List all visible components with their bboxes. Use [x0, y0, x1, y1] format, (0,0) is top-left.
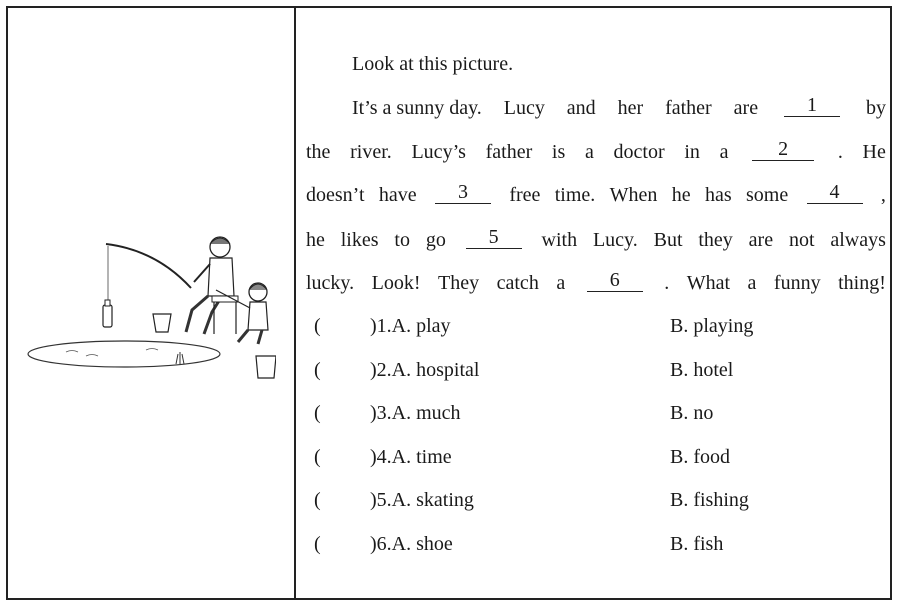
- worksheet-frame: [6, 6, 892, 600]
- passage-line-3: doesn’t have 3 free time. When he has some 4 ,: [306, 181, 886, 206]
- question-row: [306, 356, 886, 384]
- blank-2[interactable]: 2: [752, 138, 814, 161]
- question-row: [306, 399, 886, 427]
- answer-paren[interactable]: (: [314, 359, 321, 381]
- option-a[interactable]: A. much: [391, 402, 461, 424]
- question-row: [306, 443, 886, 471]
- option-b[interactable]: B. fish: [670, 533, 724, 555]
- passage-line-2: the river. Lucy’s father is a doctor in a 2 . He: [306, 138, 886, 163]
- option-a[interactable]: A. time: [391, 446, 452, 468]
- answer-paren[interactable]: (: [314, 489, 321, 511]
- option-b[interactable]: B. food: [670, 446, 730, 468]
- passage-line-5: lucky. Look! They catch a 6 . What a funny thing!: [306, 269, 886, 294]
- blank-6[interactable]: 6: [587, 269, 643, 292]
- option-a[interactable]: A. play: [391, 315, 451, 337]
- question-row: [306, 530, 886, 558]
- question-number: )4.A. time: [370, 446, 452, 468]
- blank-3[interactable]: 3: [435, 181, 491, 204]
- question-row: [306, 486, 886, 514]
- blank-1[interactable]: 1: [784, 94, 840, 117]
- column-divider: [294, 8, 296, 598]
- question-number: )6.A. shoe: [370, 533, 453, 555]
- option-b[interactable]: B. playing: [670, 315, 754, 337]
- question-number: )2.A. hospital: [370, 359, 480, 381]
- fishing-illustration: [26, 230, 276, 390]
- question-row: [306, 312, 886, 340]
- blank-4[interactable]: 4: [807, 181, 863, 204]
- passage-intro: Look at this picture.: [352, 53, 514, 75]
- passage-line-1: It’s a sunny day. Lucy and her father are 1 by: [352, 94, 886, 119]
- option-b[interactable]: B. fishing: [670, 489, 749, 511]
- answer-paren[interactable]: (: [314, 533, 321, 555]
- answer-paren[interactable]: (: [314, 446, 321, 468]
- answer-paren[interactable]: (: [314, 315, 321, 337]
- option-b[interactable]: B. no: [670, 402, 714, 424]
- blank-5[interactable]: 5: [466, 226, 522, 249]
- option-b[interactable]: B. hotel: [670, 359, 734, 381]
- answer-paren[interactable]: (: [314, 402, 321, 424]
- option-a[interactable]: A. hospital: [391, 359, 480, 381]
- question-number: )3.A. much: [370, 402, 461, 424]
- question-number: )5.A. skating: [370, 489, 474, 511]
- option-a[interactable]: A. shoe: [391, 533, 453, 555]
- option-a[interactable]: A. skating: [391, 489, 474, 511]
- passage-line-4: he likes to go 5 with Lucy. But they are not always: [306, 226, 886, 251]
- question-number: )1.A. play: [370, 315, 451, 337]
